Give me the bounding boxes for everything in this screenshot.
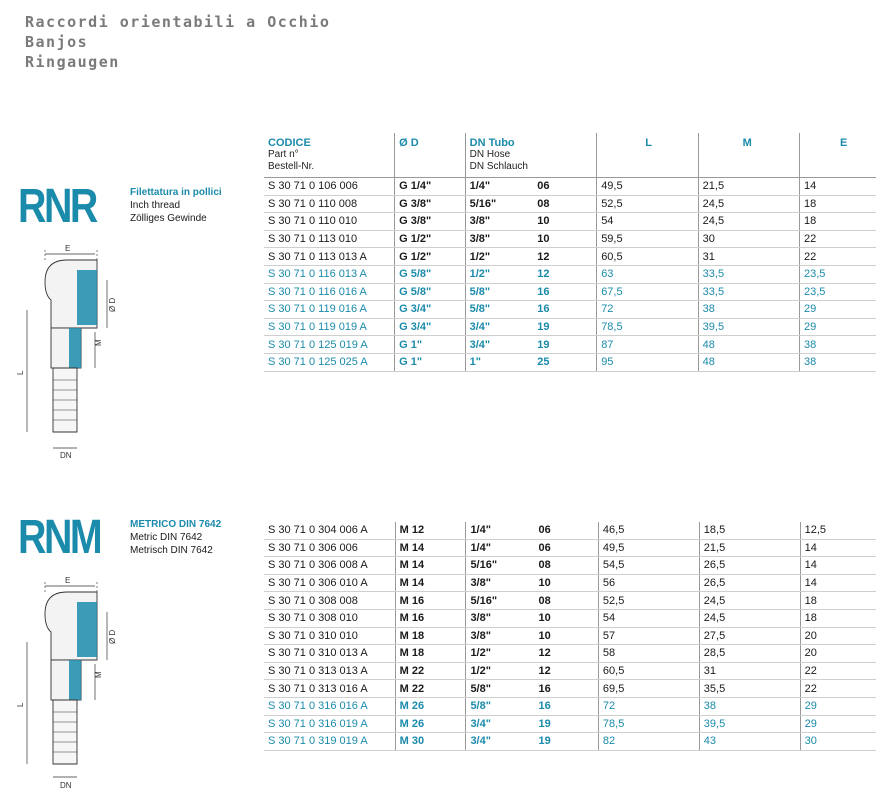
cell-code: S 30 71 0 113 013 A	[264, 248, 395, 266]
cell-e: 22	[800, 680, 876, 698]
cell-e: 18	[800, 195, 876, 213]
header-od-label: Ø D	[399, 137, 419, 149]
cell-m: 33,5	[698, 283, 799, 301]
cell-l: 49,5	[598, 539, 699, 557]
cell-od: G 3/4"	[395, 301, 466, 319]
cell-dn: 5/8"	[465, 283, 533, 301]
header-codice-de: Bestell-Nr.	[268, 161, 315, 172]
cell-l: 52,5	[598, 592, 699, 610]
dn-dimension-label: DN	[60, 781, 72, 790]
cell-m: 18,5	[699, 522, 800, 539]
cell-dn: 5/8"	[466, 697, 535, 715]
cell-dn: 1"	[465, 353, 533, 371]
table-row	[264, 715, 876, 733]
cell-e: 14	[800, 539, 876, 557]
header-od	[395, 133, 466, 178]
banjo-eye-section	[77, 270, 97, 325]
cell-dn: 1/4"	[466, 539, 535, 557]
cell-code: S 30 71 0 125 019 A	[264, 336, 395, 354]
cell-code: S 30 71 0 110 010	[264, 213, 395, 231]
rnm-thread-de: Metrisch DIN 7642	[130, 545, 213, 556]
cell-m: 24,5	[699, 609, 800, 627]
cell-od: M 22	[395, 680, 466, 698]
rnr-table-body	[264, 178, 876, 372]
cell-od: G 5/8"	[395, 265, 466, 283]
cell-l: 87	[597, 336, 698, 354]
cell-code: S 30 71 0 306 008 A	[264, 557, 395, 575]
cell-e: 18	[800, 213, 876, 231]
cell-e: 22	[800, 230, 876, 248]
cell-e: 29	[800, 697, 876, 715]
rnr-spec-table	[264, 133, 876, 372]
cell-l: 54,5	[598, 557, 699, 575]
cell-dnn: 25	[533, 353, 596, 371]
table-row	[264, 592, 876, 610]
cell-m: 48	[698, 336, 799, 354]
page-title-block	[25, 12, 330, 72]
header-m	[698, 133, 799, 178]
cell-dn: 1/2"	[465, 265, 533, 283]
cell-code: S 30 71 0 110 008	[264, 195, 395, 213]
cell-l: 52,5	[597, 195, 698, 213]
title-german: Ringaugen	[25, 53, 120, 71]
cell-e: 22	[800, 248, 876, 266]
od-dimension-label: Ø D	[108, 297, 117, 312]
cell-m: 24,5	[699, 592, 800, 610]
cell-dnn: 10	[534, 627, 598, 645]
header-codice	[264, 133, 395, 178]
cell-m: 24,5	[698, 195, 799, 213]
cell-l: 58	[598, 645, 699, 663]
cell-m: 24,5	[698, 213, 799, 231]
rnm-thread-info	[130, 518, 221, 557]
e-dimension-label: E	[65, 244, 71, 253]
dn-dimension-label: DN	[60, 451, 72, 460]
rnr-banjo-drawing	[15, 240, 125, 460]
table-row	[264, 522, 876, 539]
m-dimension-label: M	[94, 671, 103, 678]
cell-od: G 3/8"	[395, 195, 466, 213]
header-m-label: M	[742, 137, 752, 149]
cell-od: G 1/2"	[395, 230, 466, 248]
cell-m: 33,5	[698, 265, 799, 283]
cell-code: S 30 71 0 319 019 A	[264, 733, 395, 751]
rnm-table-body	[264, 522, 876, 750]
cell-dn: 3/4"	[465, 336, 533, 354]
cell-l: 67,5	[597, 283, 698, 301]
cell-m: 43	[699, 733, 800, 751]
rnm-thread-title: METRICO DIN 7642	[130, 519, 222, 530]
cell-code: S 30 71 0 116 016 A	[264, 283, 395, 301]
cell-dn: 3/8"	[466, 627, 535, 645]
table-row	[264, 265, 876, 283]
table-row	[264, 353, 876, 371]
cell-dnn: 12	[533, 265, 596, 283]
cell-m: 26,5	[699, 557, 800, 575]
cell-e: 29	[800, 301, 876, 319]
cell-dnn: 10	[534, 574, 598, 592]
table-row	[264, 230, 876, 248]
table-row	[264, 336, 876, 354]
header-e	[800, 133, 876, 178]
rnm-code-label: RNM	[18, 511, 101, 564]
cell-dn: 3/8"	[466, 609, 535, 627]
header-e-label: E	[840, 137, 848, 149]
cell-e: 22	[800, 662, 876, 680]
cell-od: M 26	[395, 715, 466, 733]
cell-l: 60,5	[597, 248, 698, 266]
cell-l: 54	[598, 609, 699, 627]
cell-dn: 5/8"	[466, 680, 535, 698]
cell-dnn: 12	[533, 248, 596, 266]
cell-m: 48	[698, 353, 799, 371]
cell-l: 56	[598, 574, 699, 592]
cell-e: 29	[800, 715, 876, 733]
cell-od: M 16	[395, 609, 466, 627]
cell-od: M 14	[395, 557, 466, 575]
table-header-row	[264, 133, 876, 178]
cell-od: M 12	[395, 522, 466, 539]
cell-code: S 30 71 0 313 016 A	[264, 680, 395, 698]
cell-m: 27,5	[699, 627, 800, 645]
rnr-thread-en: Inch thread	[130, 200, 181, 211]
cell-l: 59,5	[597, 230, 698, 248]
cell-od: G 1/2"	[395, 248, 466, 266]
header-dn-en: DN Hose	[469, 149, 511, 160]
cell-dnn: 19	[533, 336, 596, 354]
cell-od: G 3/8"	[395, 213, 466, 231]
header-codice-en: Part n°	[268, 149, 299, 160]
cell-dnn: 10	[534, 609, 598, 627]
cell-l: 78,5	[598, 715, 699, 733]
cell-dn: 3/4"	[466, 733, 535, 751]
cell-dnn: 16	[534, 680, 598, 698]
cell-dnn: 12	[534, 645, 598, 663]
cell-m: 31	[698, 248, 799, 266]
cell-od: G 1"	[395, 353, 466, 371]
cell-code: S 30 71 0 316 019 A	[264, 715, 395, 733]
cell-dn: 1/4"	[465, 178, 533, 196]
cell-l: 49,5	[597, 178, 698, 196]
cell-m: 38	[698, 301, 799, 319]
cell-l: 78,5	[597, 318, 698, 336]
rnm-banjo-drawing	[15, 572, 125, 794]
cell-e: 14	[800, 178, 876, 196]
table-row	[264, 733, 876, 751]
cell-code: S 30 71 0 310 013 A	[264, 645, 395, 663]
cell-e: 30	[800, 733, 876, 751]
l-dimension-label: L	[16, 702, 25, 707]
cell-l: 72	[597, 301, 698, 319]
cell-od: M 22	[395, 662, 466, 680]
cell-e: 18	[800, 592, 876, 610]
cell-dnn: 06	[533, 178, 596, 196]
cell-code: S 30 71 0 119 019 A	[264, 318, 395, 336]
cell-od: M 30	[395, 733, 466, 751]
table-row	[264, 195, 876, 213]
cell-l: 46,5	[598, 522, 699, 539]
cell-code: S 30 71 0 116 013 A	[264, 265, 395, 283]
cell-code: S 30 71 0 306 010 A	[264, 574, 395, 592]
cell-code: S 30 71 0 119 016 A	[264, 301, 395, 319]
table-row	[264, 574, 876, 592]
cell-e: 14	[800, 574, 876, 592]
cell-od: G 1"	[395, 336, 466, 354]
cell-od: M 16	[395, 592, 466, 610]
cell-dnn: 08	[533, 195, 596, 213]
title-english: Banjos	[25, 33, 89, 51]
cell-dn: 5/16"	[466, 592, 535, 610]
cell-code: S 30 71 0 310 010	[264, 627, 395, 645]
cell-m: 35,5	[699, 680, 800, 698]
cell-dn: 3/8"	[465, 230, 533, 248]
table-row	[264, 213, 876, 231]
cell-l: 54	[597, 213, 698, 231]
cell-od: M 18	[395, 627, 466, 645]
cell-dnn: 10	[533, 230, 596, 248]
e-dimension-label: E	[65, 576, 71, 585]
cell-dnn: 12	[534, 662, 598, 680]
cell-l: 82	[598, 733, 699, 751]
cell-l: 57	[598, 627, 699, 645]
cell-l: 95	[597, 353, 698, 371]
cell-m: 26,5	[699, 574, 800, 592]
banjo-eye-section	[77, 602, 97, 657]
cell-m: 39,5	[698, 318, 799, 336]
table-row	[264, 697, 876, 715]
title-italian: Raccordi orientabili a Occhio	[25, 13, 331, 31]
cell-dn: 5/8"	[465, 301, 533, 319]
cell-l: 72	[598, 697, 699, 715]
rnm-spec-table	[264, 522, 876, 751]
cell-e: 20	[800, 645, 876, 663]
header-dn-label: DN Tubo	[469, 137, 515, 149]
cell-m: 39,5	[699, 715, 800, 733]
banjo-stem-section	[69, 328, 81, 368]
cell-e: 23,5	[800, 265, 876, 283]
cell-dn: 1/2"	[465, 248, 533, 266]
header-codice-label: CODICE	[268, 137, 311, 149]
cell-code: S 30 71 0 308 010	[264, 609, 395, 627]
rnr-thread-title: Filettatura in pollici	[130, 187, 222, 198]
cell-dn: 1/2"	[466, 645, 535, 663]
cell-dn: 3/4"	[465, 318, 533, 336]
table-row	[264, 645, 876, 663]
table-row	[264, 178, 876, 196]
table-row	[264, 557, 876, 575]
cell-m: 31	[699, 662, 800, 680]
cell-e: 12,5	[800, 522, 876, 539]
cell-l: 63	[597, 265, 698, 283]
cell-code: S 30 71 0 106 006	[264, 178, 395, 196]
table-row	[264, 301, 876, 319]
cell-m: 38	[699, 697, 800, 715]
header-l-label: L	[645, 137, 652, 149]
cell-od: M 14	[395, 574, 466, 592]
cell-dnn: 06	[534, 539, 598, 557]
table-row	[264, 680, 876, 698]
cell-e: 18	[800, 609, 876, 627]
rnr-thread-info	[130, 186, 222, 225]
table-row	[264, 248, 876, 266]
cell-e: 14	[800, 557, 876, 575]
cell-m: 21,5	[699, 539, 800, 557]
m-dimension-label: M	[94, 339, 103, 346]
header-dn-de: DN Schlauch	[469, 161, 528, 172]
cell-code: S 30 71 0 308 008	[264, 592, 395, 610]
cell-dnn: 19	[534, 733, 598, 751]
cell-e: 29	[800, 318, 876, 336]
cell-dnn: 08	[534, 557, 598, 575]
cell-dnn: 06	[534, 522, 598, 539]
cell-e: 23,5	[800, 283, 876, 301]
cell-dnn: 16	[533, 301, 596, 319]
cell-dn: 3/8"	[465, 213, 533, 231]
cell-code: S 30 71 0 306 006	[264, 539, 395, 557]
table-row	[264, 662, 876, 680]
cell-dn: 5/16"	[466, 557, 535, 575]
cell-od: G 3/4"	[395, 318, 466, 336]
table-row	[264, 539, 876, 557]
cell-code: S 30 71 0 304 006 A	[264, 522, 395, 539]
cell-e: 20	[800, 627, 876, 645]
cell-l: 60,5	[598, 662, 699, 680]
cell-dnn: 08	[534, 592, 598, 610]
cell-code: S 30 71 0 113 010	[264, 230, 395, 248]
cell-m: 21,5	[698, 178, 799, 196]
cell-dn: 3/8"	[466, 574, 535, 592]
cell-dn: 3/4"	[466, 715, 535, 733]
cell-m: 28,5	[699, 645, 800, 663]
table-row	[264, 318, 876, 336]
l-dimension-label: L	[16, 370, 25, 375]
cell-dnn: 19	[534, 715, 598, 733]
cell-l: 69,5	[598, 680, 699, 698]
od-dimension-label: Ø D	[108, 629, 117, 644]
cell-code: S 30 71 0 125 025 A	[264, 353, 395, 371]
cell-code: S 30 71 0 316 016 A	[264, 697, 395, 715]
table-row	[264, 627, 876, 645]
cell-od: G 1/4"	[395, 178, 466, 196]
rnr-thread-de: Zölliges Gewinde	[130, 213, 207, 224]
cell-dnn: 19	[533, 318, 596, 336]
table-row	[264, 609, 876, 627]
cell-od: M 14	[395, 539, 466, 557]
header-l	[597, 133, 698, 178]
cell-dn: 1/2"	[466, 662, 535, 680]
rnr-code-label: RNR	[18, 180, 96, 233]
cell-e: 38	[800, 353, 876, 371]
cell-dn: 5/16"	[465, 195, 533, 213]
header-dn	[465, 133, 597, 178]
cell-dn: 1/4"	[466, 522, 535, 539]
cell-m: 30	[698, 230, 799, 248]
cell-od: M 26	[395, 697, 466, 715]
rnm-thread-en: Metric DIN 7642	[130, 532, 203, 543]
cell-dnn: 10	[533, 213, 596, 231]
table-row	[264, 283, 876, 301]
cell-od: M 18	[395, 645, 466, 663]
cell-code: S 30 71 0 313 013 A	[264, 662, 395, 680]
cell-dnn: 16	[533, 283, 596, 301]
cell-od: G 5/8"	[395, 283, 466, 301]
cell-e: 38	[800, 336, 876, 354]
banjo-stem-section	[69, 660, 81, 700]
cell-dnn: 16	[534, 697, 598, 715]
